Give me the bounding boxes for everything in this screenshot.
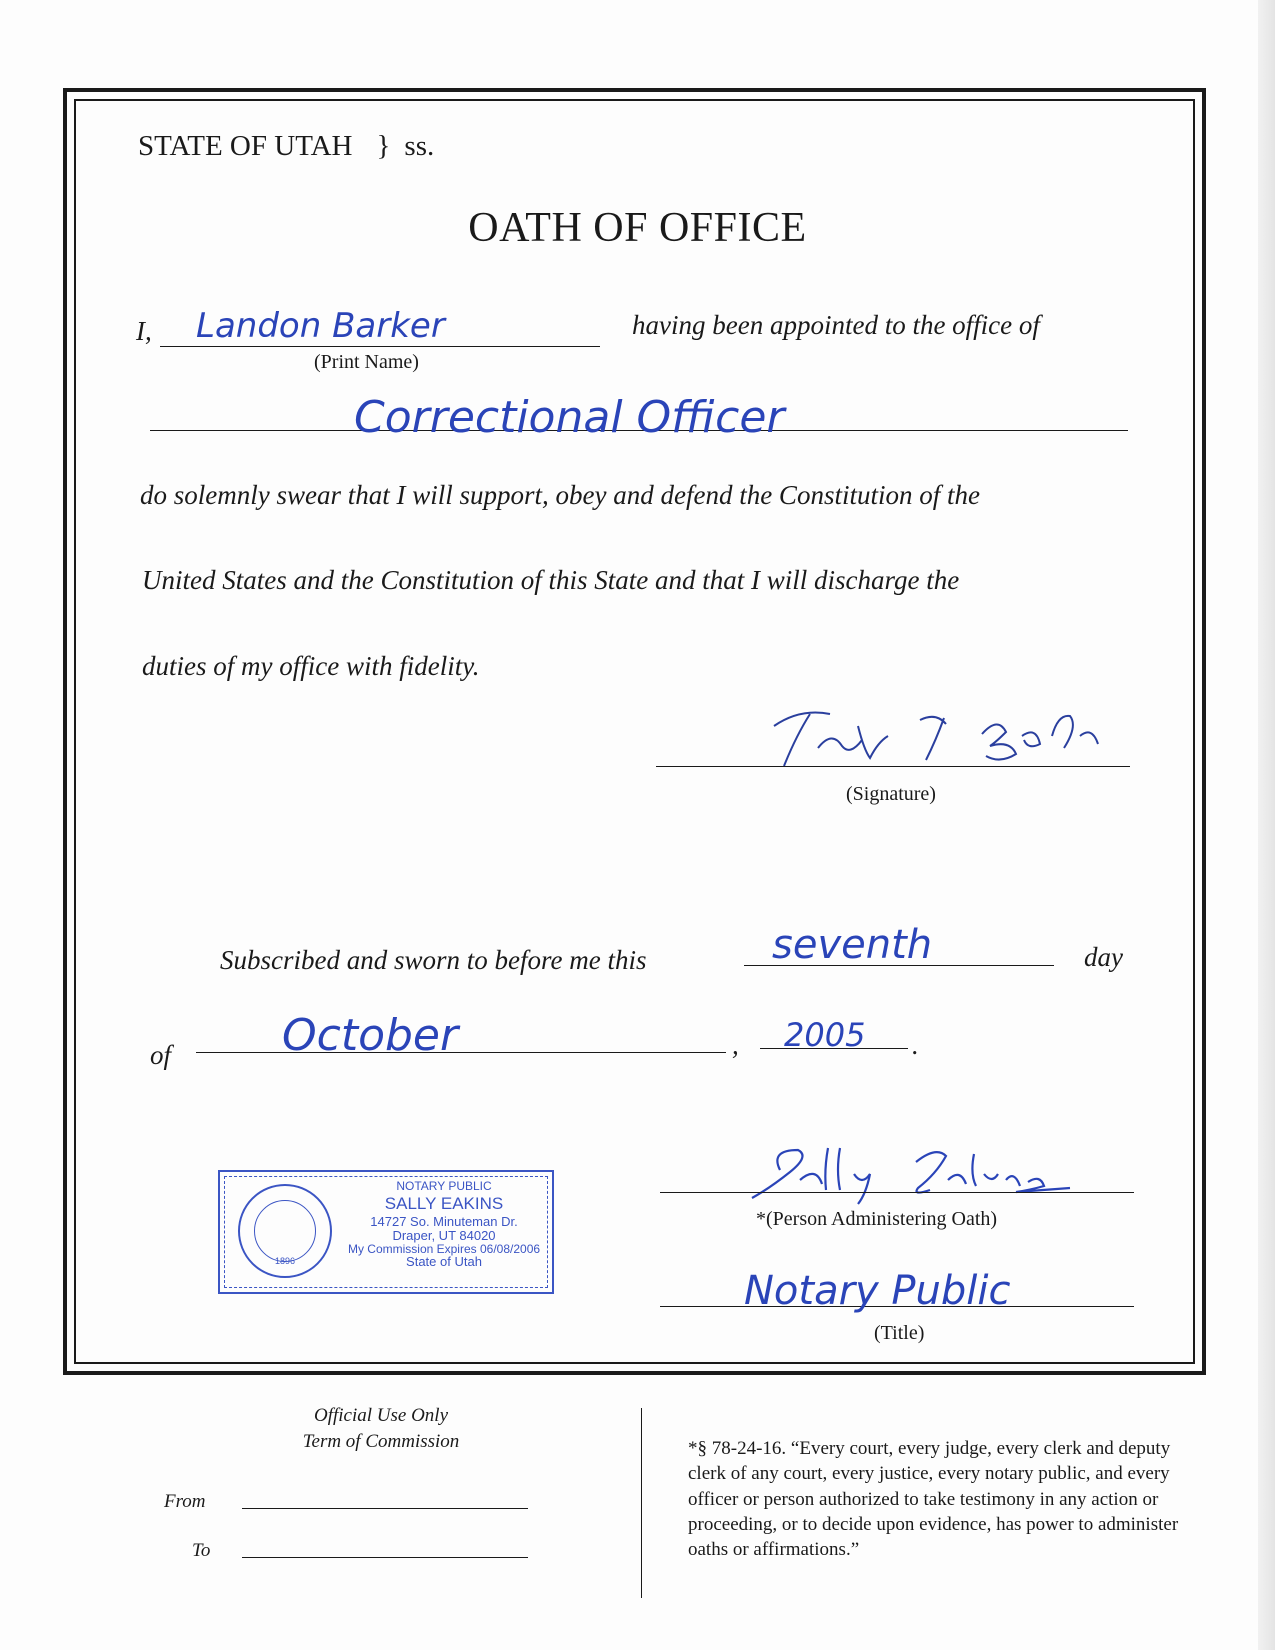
state-name: STATE OF UTAH [138,130,353,162]
from-line [242,1508,528,1509]
oath-line-3: duties of my office with fidelity. [142,651,480,681]
stamp-line-3: 14727 So. Minuteman Dr. [370,1214,518,1230]
footer-divider [641,1408,642,1598]
title-handwritten: Notary Public [744,1268,1011,1314]
year-handwritten: 2005 [784,1016,866,1054]
administering-line [660,1192,1134,1193]
period-mark: . [912,1030,919,1060]
stamp-line-4: Draper, UT 84020 [392,1228,496,1244]
signature-line [656,766,1130,767]
oath-signature [760,696,1140,776]
seal-year: 1896 [274,1256,296,1266]
title-label: (Title) [874,1322,925,1344]
state-heading [138,130,434,163]
stamp-line-2: SALLY EAKINS [384,1193,504,1213]
official-use-heading: Official Use Only [313,1405,449,1426]
stamp-line-5: My Commission Expires 06/08/2006 [347,1241,541,1256]
page-title: OATH OF OFFICE [468,205,807,251]
subscribed-text: Subscribed and sworn to before me this [220,945,647,975]
stamp-line-1: NOTARY PUBLIC [396,1179,492,1193]
brace-symbol: } [376,130,391,162]
to-line [242,1557,528,1558]
i-label: I, [136,316,152,346]
person-administering-label: *(Person Administering Oath) [756,1208,998,1230]
stamp-line-6: State of Utah [406,1254,482,1270]
month-line [196,1052,726,1053]
ss-abbrev: ss. [404,130,435,162]
name-handwritten: Landon Barker [196,306,445,346]
print-name-label: (Print Name) [314,351,419,373]
name-line [160,346,600,347]
oath-line-1: do solemnly swear that I will support, obey and defend the Constitution of the [140,480,980,510]
from-label: From [164,1491,206,1512]
statute-text: *§ 78-24-16. “Every court, every judge, every clerk and deputy clerk of any court, every justice, every notary public, and every officer or person authorized to take testimony in any action or proceeding, or to decide upon evidence, has power to administer oaths or affirmations.” [688,1438,1179,1561]
term-heading: Term of Commission [302,1431,460,1452]
to-label: To [192,1540,211,1561]
month-handwritten: October [282,1010,459,1061]
office-handwritten: Correctional Officer [354,392,785,443]
notary-stamp [218,1170,554,1294]
appointed-text: having been appointed to the office of [632,310,1040,340]
signature-label: (Signature) [846,783,936,805]
day-handwritten: seventh [772,922,933,968]
state-seal-icon [238,1184,332,1278]
administering-signature [740,1140,1090,1210]
oath-line-2: United States and the Constitution of this State and that I will discharge the [142,565,960,595]
day-label: day [1084,942,1123,972]
comma-mark: , [732,1030,739,1060]
of-label: of [150,1040,172,1070]
